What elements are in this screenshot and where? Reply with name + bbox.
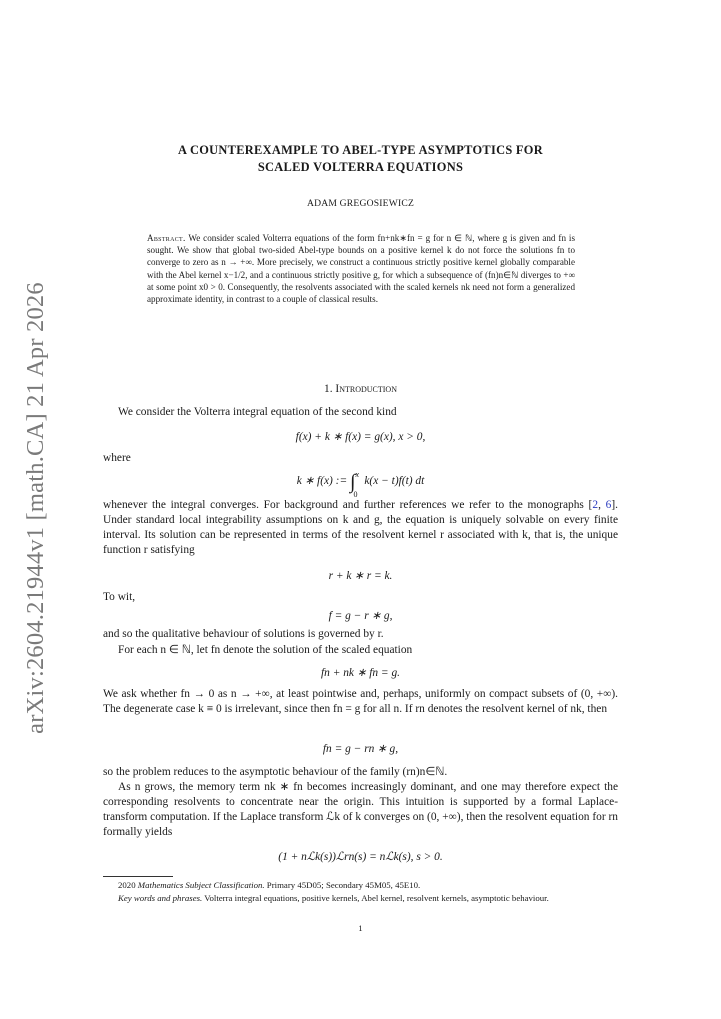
paragraph-4: and so the qualitative behaviour of solutions is governed by r.: [103, 628, 384, 640]
page-number: 1: [358, 923, 363, 933]
paper-title: [0, 142, 721, 176]
abstract: [147, 232, 575, 305]
arxiv-sidebar-stamp: arXiv:2604.21944v1 [math.CA] 21 Apr 2026: [22, 282, 49, 734]
paragraph-3: To wit,: [103, 591, 136, 603]
p2-text-b: ]. Under standard local integrability assumptions on k and g, the equation is uniquely solvable on every finite interval. Its solution can be represented in terms of the resolvent kernel r associated with k, that is, the unique function r satisfying: [103, 499, 618, 556]
paragraph-1: We consider the Volterra integral equation of the second kind: [118, 406, 397, 418]
citation-link-2[interactable]: 2: [592, 499, 599, 511]
where-text: where: [103, 452, 131, 464]
paragraph-8: As n grows, the memory term nk ∗ fn becomes increasingly dominant, and one may therefore expect the corresponding resolvents to concentrate near the origin. This intuition is supported by a formal Laplace-transform computation. If the Laplace transform ℒk of k converges on (0, +∞), then the resolvent equation for rn formally yields: [103, 781, 618, 838]
equation-5: fn + nk ∗ fn = g.: [320, 667, 401, 679]
eq2-lhs: k ∗ f(x) :=: [296, 475, 348, 487]
msc-prefix: 2020: [118, 880, 138, 890]
paragraph-6: We ask whether fn → 0 as n → +∞, at least pointwise and, perhaps, uniformly on compact subsets of (0, +∞). The degenerate case k ≡ 0 is irrelevant, since then fn = g for all n. If rn denotes the resolvent kernel of nk, then: [103, 688, 618, 715]
integral-sign-icon: ∫: [350, 471, 356, 493]
paragraph-5: For each n ∈ ℕ, let fn denote the solution of the scaled equation: [118, 644, 413, 656]
msc-text: Primary 45D05; Secondary 45M05, 45E10.: [264, 880, 421, 890]
keywords-label: Key words and phrases.: [118, 893, 203, 903]
p2-text-a: whenever the integral converges. For background and further references we refer to the monographs [: [103, 499, 593, 511]
citation-link-6[interactable]: 6: [605, 499, 612, 511]
equation-7: (1 + nℒk(s))ℒrn(s) = nℒk(s), s > 0.: [278, 851, 443, 863]
footnote-msc: [103, 880, 618, 892]
abstract-label: Abstract.: [147, 233, 186, 243]
equation-2: [0, 470, 721, 499]
equation-4: f = g − r ∗ g,: [328, 610, 393, 622]
eq2-lower-limit: 0: [353, 490, 358, 499]
equation-1: f(x) + k ∗ f(x) = g(x), x > 0,: [295, 431, 426, 443]
footnote-keywords: [103, 893, 618, 905]
footnote-rule: [103, 876, 173, 877]
equation-3: r + k ∗ r = k.: [328, 570, 393, 582]
section-number: 1.: [324, 383, 333, 395]
paragraph-2: [103, 498, 618, 558]
eq2-rhs: k(x − t)f(t) dt: [364, 475, 425, 487]
section-title: Introduction: [335, 383, 397, 395]
equation-6: fn = g − rn ∗ g,: [322, 743, 399, 755]
eq2-upper-limit: x: [355, 470, 360, 479]
title-line-2: SCALED VOLTERRA EQUATIONS: [257, 160, 464, 174]
cite-separator: ,: [598, 499, 606, 511]
section-heading: [0, 383, 721, 395]
keywords-text: Volterra integral equations, positive kernels, Abel kernel, resolvent kernels, asymptotic behaviour.: [202, 893, 549, 903]
abstract-text: We consider scaled Volterra equations of the form fn+nk∗fn = g for n ∈ ℕ, where g is given and fn is sought. We show that global two-sided Abel-type bounds on a positive kernel k do not force the solutions fn to converge to zero as n → +∞. More precisely, we construct a continuous strictly positive kernel globally comparable with the Abel kernel x−1/2, and a continuous strictly positive g, for which a subsequence of (fn)n∈ℕ diverges to +∞ at some point x0 > 0. Consequently, the resolvents associated with the scaled kernels nk need not form a generalized approximate identity, in contrast to a couple of classical results.: [147, 233, 576, 305]
title-line-1: A COUNTEREXAMPLE TO ABEL-TYPE ASYMPTOTICS FOR: [178, 143, 543, 157]
msc-label: Mathematics Subject Classification.: [137, 880, 265, 890]
paragraph-7: so the problem reduces to the asymptotic behaviour of the family (rn)n∈ℕ.: [103, 766, 448, 778]
author-name: ADAM GREGOSIEWICZ: [306, 198, 415, 209]
